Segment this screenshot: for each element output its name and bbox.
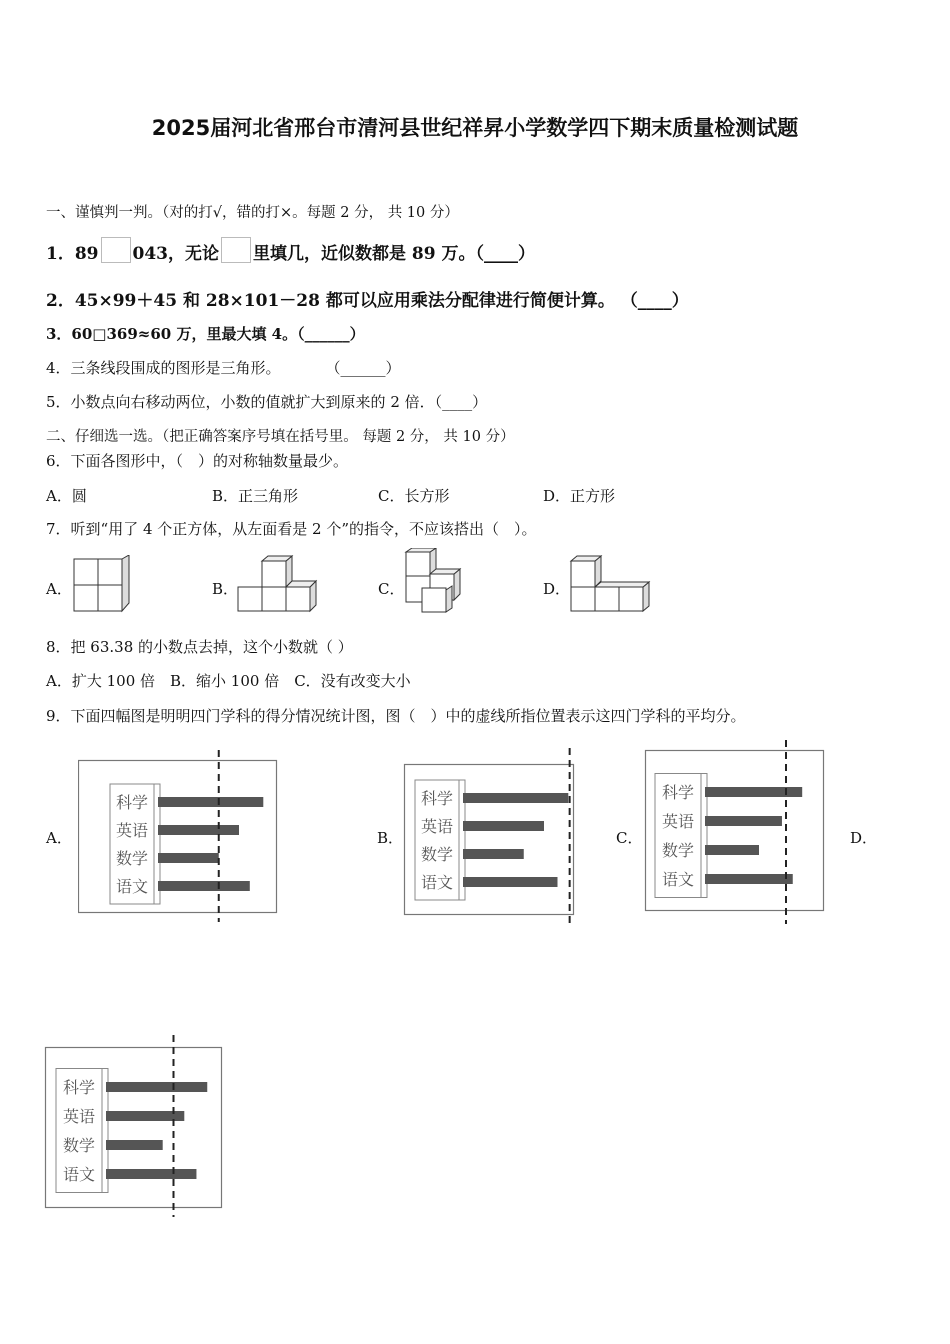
bar	[705, 816, 782, 826]
q9-label-d: D．	[850, 829, 878, 847]
bar	[463, 793, 568, 803]
section2-heading: 二、仔细选一选。（把正确答案序号填在括号里。 每题 2 分， 共 10 分）	[46, 429, 515, 445]
bar	[463, 849, 524, 859]
category-label: 英语	[115, 821, 149, 840]
q6-option-a: A．圆	[46, 487, 87, 505]
question-9: 9．下面四幅图是明明四门学科的得分情况统计图，图（ ）中的虚线所指位置表示这四门学科的平均分。	[46, 707, 746, 725]
bar	[158, 825, 239, 835]
q7-label-a: A．	[46, 580, 72, 598]
category-label: 语文	[115, 877, 149, 896]
bar	[106, 1082, 207, 1092]
q6-option-c: C．长方形	[378, 487, 450, 505]
blank-box	[221, 237, 251, 263]
page-title: 2025届河北省邢台市清河县世纪祥昇小学数学四下期末质量检测试题	[151, 116, 799, 140]
q7-figure-d	[569, 555, 653, 615]
category-label: 数学	[420, 845, 454, 864]
category-label: 语文	[62, 1165, 96, 1184]
q8-options: A．扩大 100 倍 B．缩小 100 倍 C．没有改变大小	[46, 672, 411, 690]
q9-chart-c	[643, 740, 825, 924]
q9-chart-d	[44, 1035, 224, 1217]
q1-part-a: 1．89	[46, 244, 99, 264]
q9-label-a: A．	[46, 829, 72, 847]
category-label: 数学	[661, 841, 695, 860]
category-label: 英语	[661, 812, 695, 831]
category-label: 英语	[420, 817, 454, 836]
bar	[463, 821, 544, 831]
category-label: 英语	[62, 1107, 96, 1126]
category-label: 语文	[661, 870, 695, 889]
blank-box	[101, 237, 131, 263]
bar	[705, 874, 793, 884]
category-label: 科学	[420, 789, 454, 808]
bar	[158, 853, 219, 863]
question-1	[46, 237, 535, 264]
section1-heading: 一、谨慎判一判。（对的打√，错的打×。每题 2 分， 共 10 分）	[46, 205, 459, 221]
category-label: 科学	[115, 793, 149, 812]
category-label: 科学	[62, 1078, 96, 1097]
q7-label-d: D．	[543, 580, 571, 598]
bar	[463, 877, 558, 887]
chart-frame	[405, 765, 574, 915]
q7-label-c: C．	[378, 580, 405, 598]
category-label: 数学	[62, 1136, 96, 1155]
question-4: 4．三条线段围成的图形是三角形。 （______）	[46, 359, 401, 377]
question-2: 2．45×99＋45 和 28×101－28 都可以应用乘法分配律进行简便计算。 （____）	[46, 291, 689, 311]
question-5: 5．小数点向右移动两位，小数的值就扩大到原来的 2 倍．（____）	[46, 393, 488, 411]
bar	[158, 881, 250, 891]
q9-chart-a	[78, 750, 278, 922]
q7-label-b: B．	[212, 580, 239, 598]
q1-part-c: 里填几，近似数都是 89 万。（____）	[253, 244, 535, 264]
bar	[158, 797, 263, 807]
q9-label-b: B．	[377, 829, 404, 847]
question-7: 7．听到“用了 4 个正方体，从左面看是 2 个”的指令，不应该搭出（ ）。	[46, 520, 537, 538]
category-label: 语文	[420, 873, 454, 892]
q7-figure-c	[402, 548, 466, 616]
q6-option-d: D．正方形	[543, 487, 616, 505]
question-6: 6．下面各图形中，（ ）的对称轴数量最少。	[46, 452, 349, 470]
q7-figure-a	[72, 555, 134, 615]
q1-part-b: 043，无论	[132, 244, 219, 264]
q7-figure-b	[236, 555, 320, 615]
category-label: 数学	[115, 849, 149, 868]
bar	[106, 1169, 196, 1179]
bar	[705, 845, 759, 855]
question-3: 3．60□369≈60 万，里最大填 4。（______）	[46, 325, 365, 343]
bar	[106, 1140, 163, 1150]
q9-chart-b	[403, 748, 578, 924]
q9-label-c: C．	[616, 829, 643, 847]
question-8: 8．把 63.38 的小数点去掉，这个小数就（ ）	[46, 638, 353, 656]
q6-option-b: B．正三角形	[212, 487, 299, 505]
bar	[705, 787, 802, 797]
category-label: 科学	[661, 783, 695, 802]
